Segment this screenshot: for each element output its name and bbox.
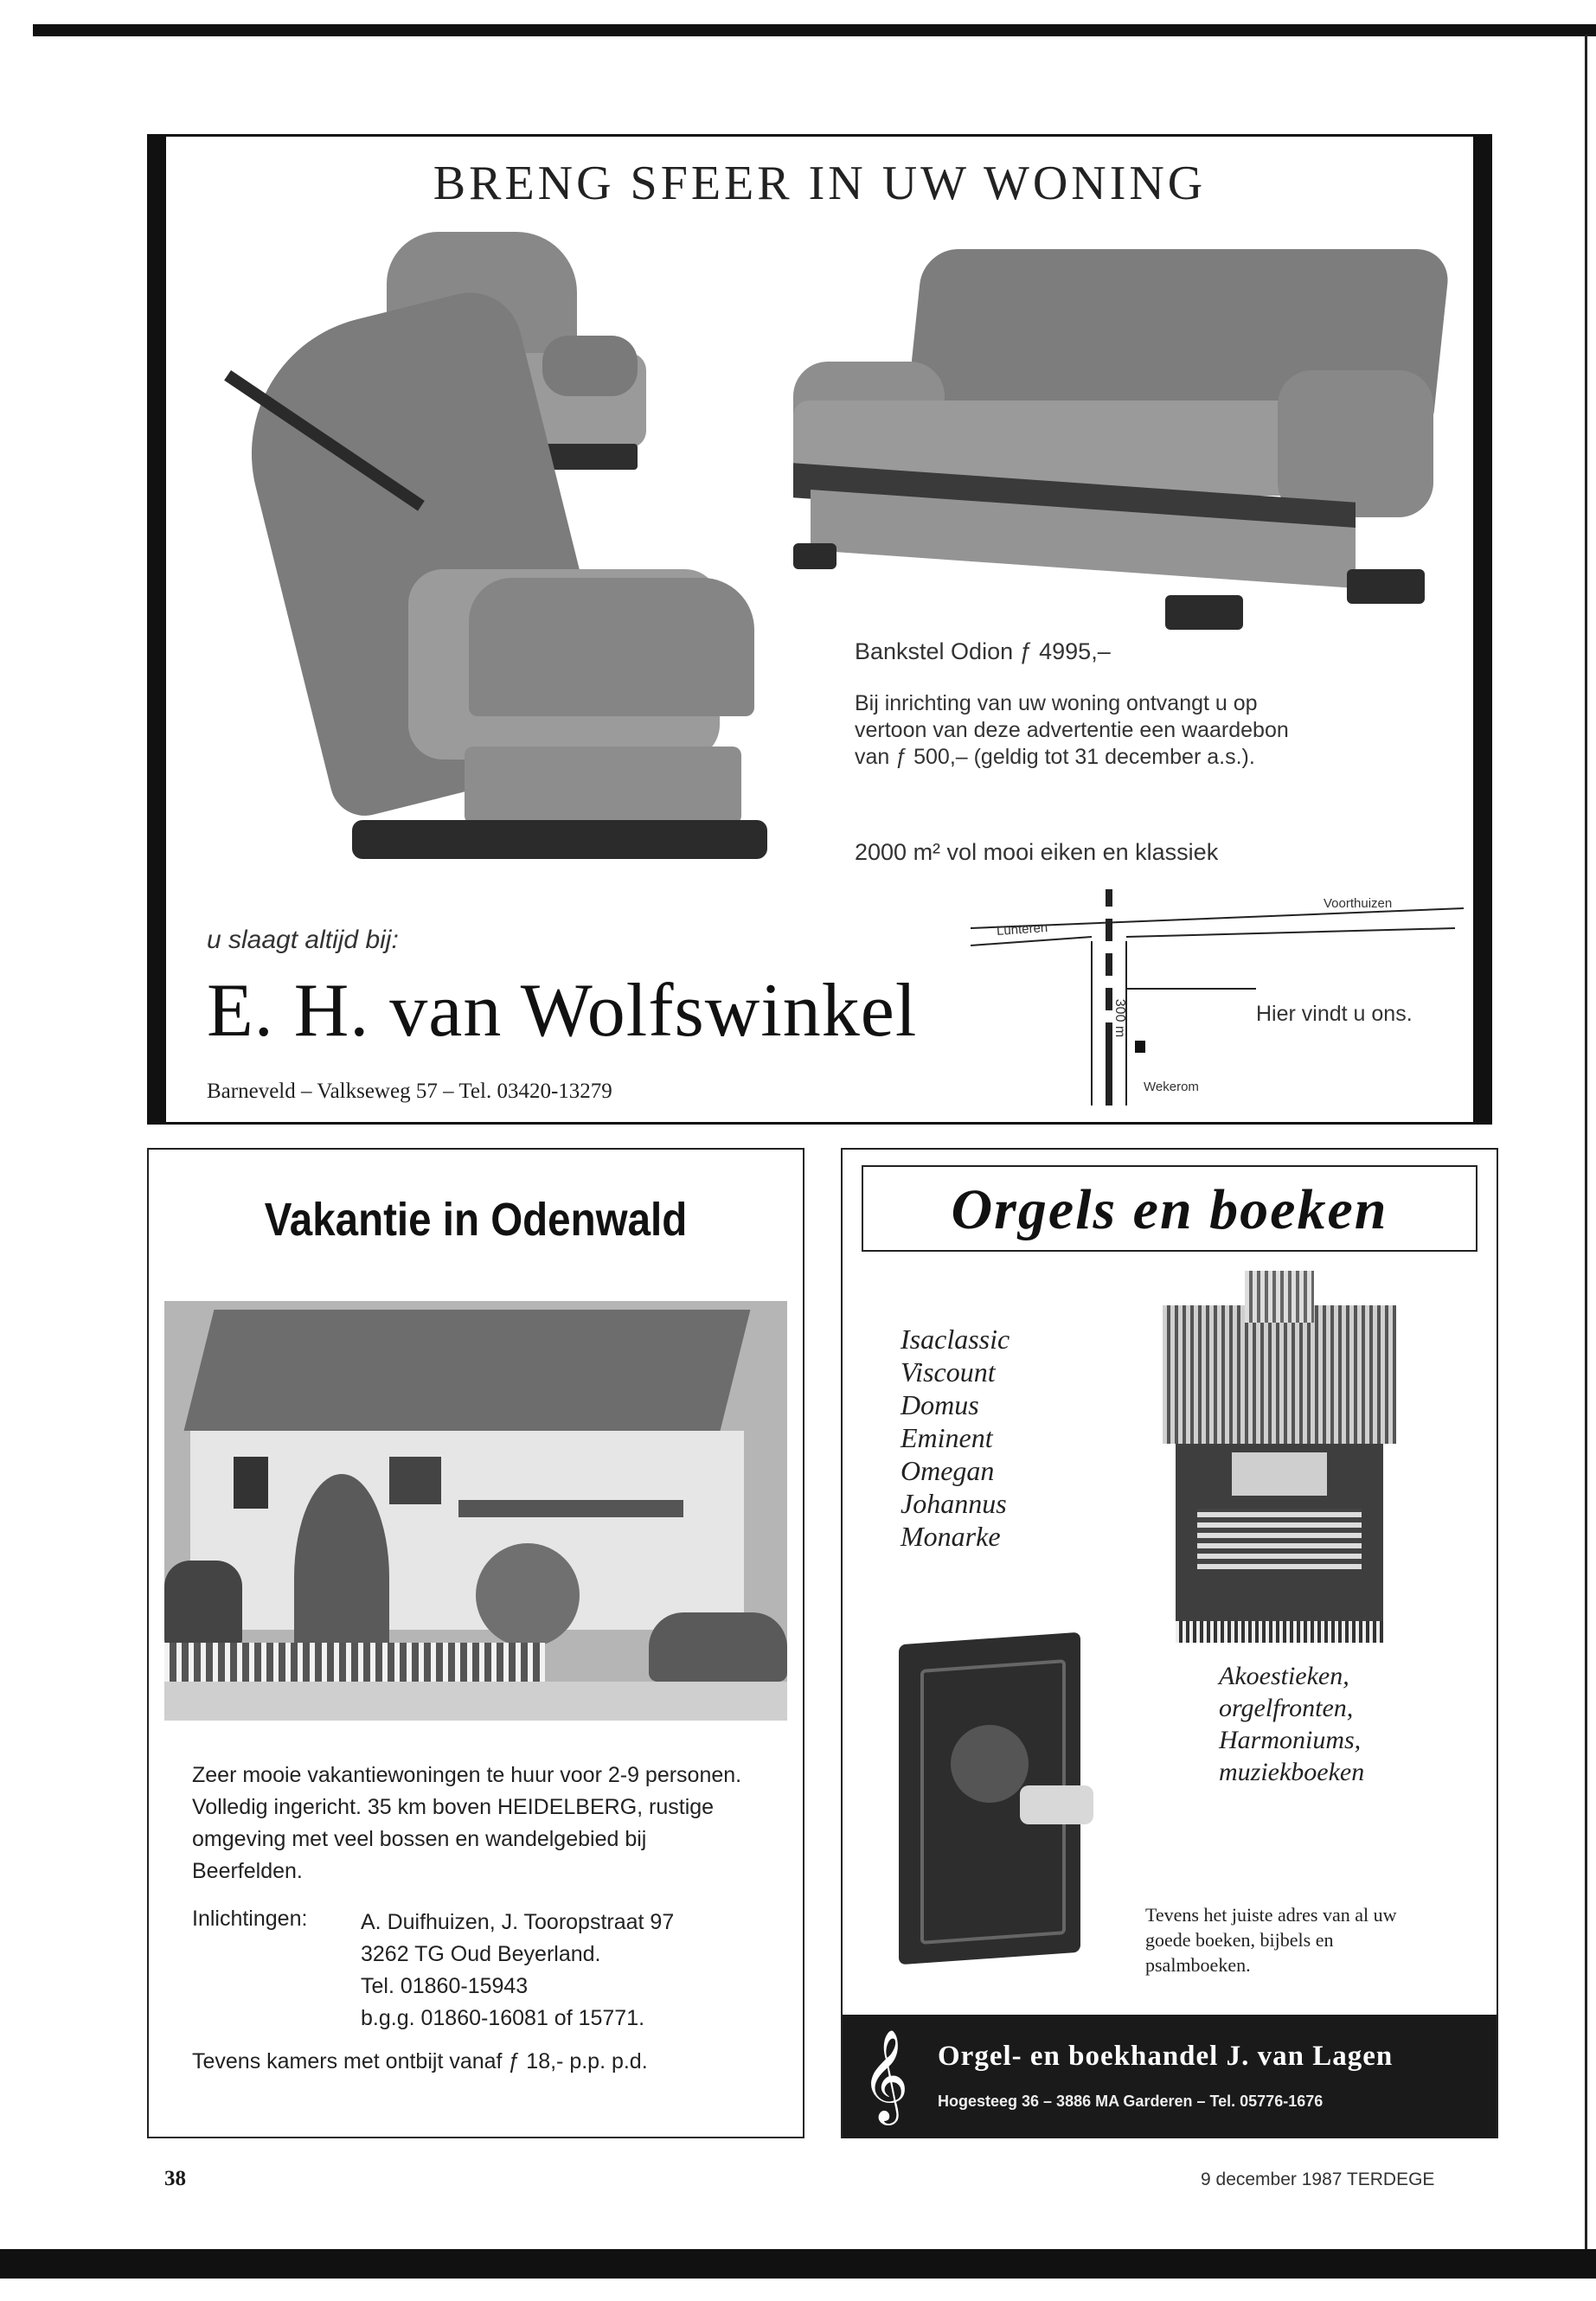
contact-line: A. Duifhuizen, J. Tooropstraat 97 [361,1910,675,1934]
sofa-photo [793,249,1451,643]
books-note: Tevens het juiste adres van al uw goede boeken, bijbels en psalmboeken. [1145,1904,1397,1976]
ad-wolfswinkel [147,134,1492,1125]
brand-item: Monarke [901,1521,1001,1552]
ad-organs-books [841,1148,1498,2138]
top-rule [33,24,1596,36]
holiday-house-photo [164,1301,787,1721]
sofa-price: Bankstel Odion ƒ 4995,– [855,638,1111,664]
bible-photo [899,1638,1093,1967]
organ-photo [1163,1271,1396,1651]
company-address: Barneveld – Valkseweg 57 – Tel. 03420-13279 [207,1080,612,1103]
issue-date: 9 december 1987 TERDEGE [1201,2170,1435,2189]
breakfast-offer: Tevens kamers met ontbijt vanaf ƒ 18,- p.p. p.d. [192,2049,648,2073]
organ-products [1219,1660,1364,1788]
map-label-lunteren: Lunteren [996,920,1048,939]
product-item: orgelfronten, [1219,1694,1354,1722]
brand-item: Omegan [901,1455,995,1486]
product-item: muziekboeken [1219,1758,1365,1786]
route-map [971,889,1472,1106]
map-note: Hier vindt u ons. [1256,1002,1413,1026]
slogan: u slaagt altijd bij: [207,926,399,954]
brand-item: Eminent [901,1422,993,1453]
shop-address: Hogesteeg 36 – 3886 MA Garderen – Tel. 05776-1676 [938,2093,1324,2110]
armchair-front-photo [222,353,759,889]
showroom-area: 2000 m² vol mooi eiken en klassiek [855,839,1219,865]
holiday-description: Zeer mooie vakantiewoningen te huur voor 2-9 personen. Volledig ingericht. 35 km boven HEIDELBERG, rustige omgeving met veel bossen en wandelgebied bij Beerfelden. [192,1763,742,1883]
contact-line: Tel. 01860-15943 [361,1974,529,1998]
map-label-distance: 300 m [1112,998,1128,1038]
shop-name: Orgel- en boekhandel J. van Lagen [938,2041,1394,2072]
ad-title: BRENG SFEER IN UW WONING [433,157,1207,210]
ad-title-box [862,1165,1477,1252]
bottom-rule [0,2249,1596,2279]
ad-title: Orgels en boeken [951,1178,1388,1241]
page-number: 38 [164,2167,186,2190]
ad-odenwald [147,1148,804,2138]
page-edge [1585,35,1587,2249]
shop-band [843,2015,1497,2138]
ad-title: Vakantie in Odenwald [264,1194,688,1246]
brand-item: Domus [901,1389,979,1420]
map-label-wekerom: Wekerom [1144,1080,1199,1094]
brand-item: Isaclassic [901,1324,1010,1355]
voucher-text: Bij inrichting van uw woning ontvangt u op vertoon van deze advertentie een waardebon van ƒ 500,– (geldig tot 31 december a.s.). [855,691,1289,769]
map-label-voorthuizen: Voorthuizen [1324,896,1393,911]
product-item: Akoestieken, [1219,1662,1349,1690]
company-name: E. H. van Wolfswinkel [207,969,918,1053]
contact-label: Inlichtingen: [192,1907,308,1931]
product-item: Harmoniums, [1219,1726,1362,1754]
contact-line: 3262 TG Oud Beyerland. [361,1942,601,1966]
brand-item: Viscount [901,1356,996,1388]
contact-line: b.g.g. 01860-16081 of 15771. [361,2006,645,2030]
treble-clef-icon: 𝄞 [862,2029,909,2121]
contact-details [361,1907,674,2035]
organ-brands [901,1323,1010,1553]
brand-item: Johannus [901,1488,1007,1519]
